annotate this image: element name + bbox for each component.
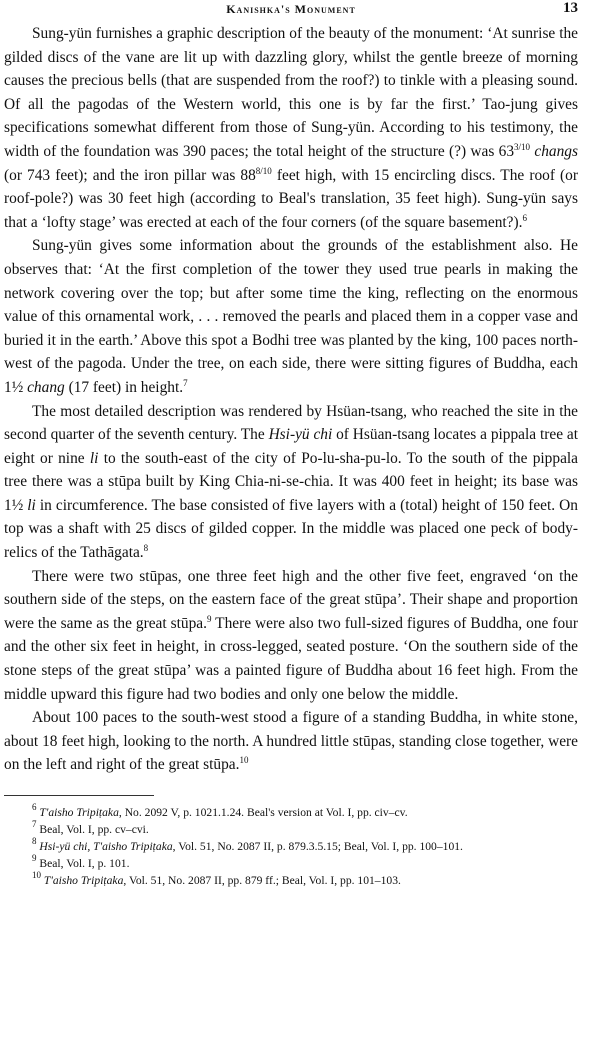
footnote-7: $^7$ Beal, Vol. I, pp. cv–cvi. [32,819,149,836]
paragraph-hsuan-tsang: The most detailed description was rendered by Hsüan-tsang, who reached the site in the second quarter of the seventh century. The Hsi-yü chi of Hsüan-tsang locates a pippala tree at eight or nine li to the south-east of the city of Po-lu-sha-pu-lo. To the south of the pippala tree there was a stūpa built by King Chia-ni-se-chia. It was 400 feet in height; its base was 1½ li in circumference. The base consisted of five layers with a (total) height of 150 feet. On top was a shaft with 25 discs of gilded copper. In the middle was placed one peck of body-relics of the Tathāgata.$^8$ [4,402,579,562]
italic-term: chang [27,378,65,396]
paragraph-standing-buddha: About 100 paces to the south-west stood a figure of a standing Buddha, in white stone, about 18 feet high, looking to the north. A hundred little stūpas, standing close together, were on the left and right of the great stūpa.$^{10}$ [4,709,578,774]
paragraph-sung-yun-description: Sung-yün furnishes a graphic description of the beauty of the monument: ‘At sunrise the gilded discs of the vane are lit up with dazzling glory, whilst the gentle breeze of morning causes the precious bells (that are suspended from the roof?) to tinkle with a pleasing sound. Of all the pagodas of the Western world, this one is by far the first.’ Tao-jung gives specifications somewhat different from those of Sung-yün. According to his testimony, the width of the foundation was 390 paces; the total height of the structure (?) was $63^{3/10}$ changs (or 743 feet); and the iron pillar was $88^{8/10}$ feet high, with 15 encircling discs. The roof (or roof-pole?) was 30 feet high (according to Beal's translation, 35 feet high). Sung-yün says that a ‘lofty stage’ was erected at each of the four corners (of the square basement?).$^6$ [4,25,578,231]
footnote-divider [4,795,154,796]
footnote-9: $^9$ Beal, Vol. I, p. 101. [32,853,130,870]
footnote-ref-10: 10 [239,755,249,766]
running-title: Kanishka's Monument [226,2,356,16]
footnote-ref-8: 8 [143,543,149,554]
italic-title: Hsi-yü chi [268,426,333,444]
page-number: 13 [563,0,578,16]
paragraph-two-stupas: There were two stūpas, one three feet high and the other five feet, engraved ‘on the southern side of the steps, on the eastern face of the great stūpa’. Their shape and proportion were the same as the great stūpa.$^9$ There were also two full-sized figures of Buddha, one four and the other six feet in height, in cross-legged, seated posture. ‘On the southern side of the stone steps of the great stūpa’ was a painted figure of Buddha about 16 feet high. From the middle upward this figure had two bodies and only one below the middle. [4,567,578,703]
footnote-8: $^8$ Hsi-yü chi, T'aisho Tripiṭaka, Vol. 51, No. 2087 II, p. 879.3.5.15; Beal, Vol. I, pp. 100–101. [32,836,463,853]
fraction-superscript: 8/10 [255,165,272,176]
body-text [4,22,578,777]
italic-term: li [27,496,36,514]
footnote-ref-6: 6 [522,212,527,223]
footnote-10: $^{10}$ T'aisho Tripiṭaka, Vol. 51, No. 2087 II, pp. 879 ff.; Beal, Vol. I, pp. 101–103. [32,870,401,887]
footnotes [4,804,578,889]
paragraph-grounds: Sung-yün gives some information about the grounds of the establishment also. He observes that: ‘At the first completion of the tower they used true pearls in making the network covering over the top; but after some time the king, reflecting on the enormous value of this ornamental work, . . . removed the pearls and placed them in a copper vase and buried it in the earth.’ Above this spot a Bodhi tree was planted by the king, 100 paces north-west of the pagoda. Under the tree, on each side, there were sitting figures of Buddha, each 1½ chang (17 feet) in height.$^7$ [4,237,578,396]
italic-term: li [89,449,99,467]
italic-term: changs [534,142,578,160]
footnote-6: $^6$ T'aisho Tripiṭaka, No. 2092 V, p. 1021.1.24. Beal's version at Vol. I, pp. civ–cv. [32,802,408,819]
fraction-superscript: 3/10 [514,141,531,152]
footnote-ref-7: 7 [183,377,188,388]
running-head [4,0,578,22]
footnote-ref-9: 9 [206,613,212,624]
